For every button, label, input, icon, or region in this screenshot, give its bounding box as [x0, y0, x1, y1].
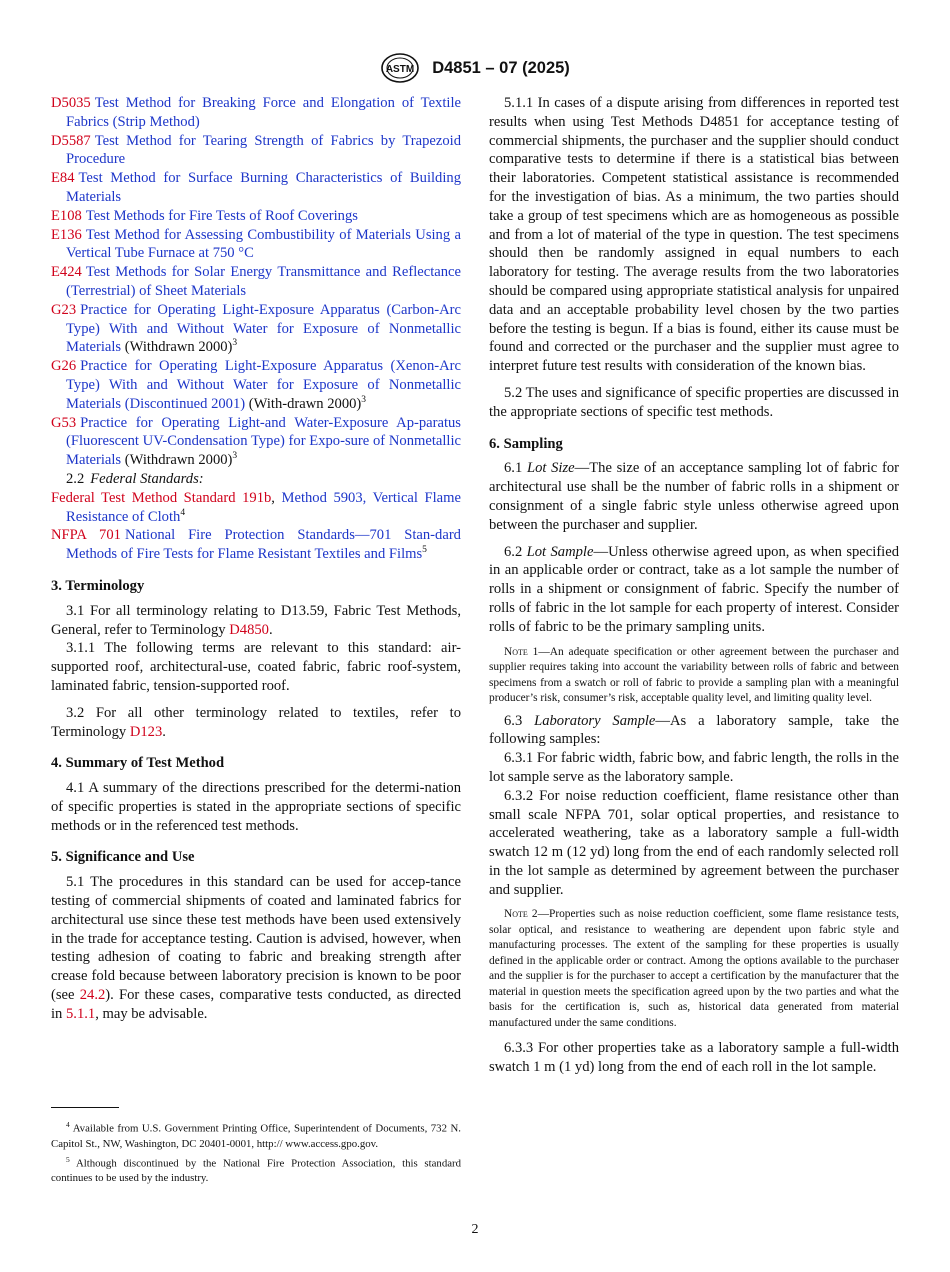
reference-title-link[interactable]: Test Method for Assessing Combustibility of Materials Using a Vertical Tube Furnace at 750 °C [66, 226, 461, 262]
reference-title-link[interactable]: Test Methods for Solar Energy Transmittance and Reflectance (Terrestrial) of Sheet Materials [66, 264, 461, 299]
left-column [51, 94, 461, 1024]
section-24-2-link[interactable]: 24.2 [79, 987, 106, 1004]
footnote-marker: 5 [422, 545, 427, 556]
footnote-divider [51, 1107, 119, 1108]
reference-code-link[interactable]: E424 [51, 264, 82, 281]
section-heading-summary: 4. Summary of Test Method [51, 755, 225, 772]
reference-title-link[interactable]: Test Method for Breaking Force and Elongation of Textile Fabrics (Strip Method) [66, 95, 461, 130]
paragraph-6-1: 6.1 Lot Size—The size of an acceptance sampling lot of fabric for architectural use shall be the number of fabric rolls in a shipment or consignment of a single fabric style unless otherwise agreed upon between the purchaser and supplier. [489, 460, 900, 533]
section-heading-terminology: 3. Terminology [51, 577, 145, 594]
astm-logo-icon [380, 52, 420, 84]
reference-code-link[interactable]: G23 [51, 301, 77, 318]
reference-title-link[interactable]: Test Method for Tearing Strength of Fabrics by Trapezoid Procedure [66, 132, 461, 168]
footnote-5: $^5$ Although discontinued by the National Fire Protection Association, this standard continues to be used by the industry. [51, 1154, 462, 1185]
reference-status: (With-drawn 2000) [245, 395, 362, 412]
note-1: Note 1—An adequate specification or other agreement between the purchaser and supplier requires taking into account the variability between rolls of fabric and between specimens from a swatch or roll of fabric to provide a sampling plan with a meaningful producer’s risk, consumer’s risk, acceptable quality level, and limiting quality level. [489, 645, 899, 705]
paragraph-3-2: 3.2 For all other terminology related to textiles, refer to Terminology D123. [51, 704, 461, 740]
reference-item [51, 414, 461, 470]
reference-title-link[interactable]: Practice for Operating Light-Exposure Apparatus (Xenon-Arc Type) With and Without Water for Exposure of Nonmetallic Materials (Discontinued 2001) [66, 358, 461, 412]
reference-item [51, 169, 461, 207]
reference-title-link[interactable]: Practice for Operating Light-and Water-Exposure Ap-paratus (Fluorescent UV-Condensation Type) for Expo-sure of Nonmetallic Materials [66, 414, 461, 469]
footnote-marker: 3 [361, 394, 367, 405]
paragraph-6-3-1: 6.3.1 For fabric width, fabric bow, and fabric length, the rolls in the lot sample serve as the laboratory sample. [489, 750, 899, 785]
reference-item [51, 207, 461, 226]
reference-title-link[interactable]: Practice for Operating Light-Exposure Apparatus (Carbon-Arc Type) With and Without Water for Exposure of Nonmetallic Materials [66, 301, 461, 356]
reference-item [51, 263, 461, 301]
svg-text:ASTM: ASTM [386, 64, 415, 75]
reference-item [51, 357, 461, 413]
paragraph-6-3-2: 6.3.2 For noise reduction coefficient, flame resistance other than small scale NFPA 701, solar optical properties, and resistance to accelerated weathering, take as a laboratory sample a full-width swatch 12 m (12 yd) long from the end of each randomly selected roll in the lot sample as determined by agreement between the purchaser and supplier. [489, 787, 899, 898]
footnote-4: $^4$ Available from U.S. Government Printing Office, Superintendent of Documents, 732 N. Capitol St., NW, Washington, DC 20401-0001, http:// www.access.gpo.gov. [51, 1120, 461, 1150]
reference-item: Federal Test Method Standard 191b, Method 5903, Vertical Flame Resistance of Cloth$^4$ [51, 489, 461, 525]
reference-code-link[interactable]: E108 [51, 207, 82, 224]
paragraph-6-3-3: 6.3.3 For other properties take as a laboratory sample a full-width swatch 1 m (1 yd) long from the end of each roll in the lot sample. [489, 1040, 899, 1076]
paragraph-6-2: 6.2 Lot Sample—Unless otherwise agreed upon, as when specified in an applicable order or contract, take as a lot sample the number of rolls in a shipment or consignment of fabric. Specify the number of rolls of fabric in the lot sample for each property of interest. Consider rolls of fabric to be the primary sampling units. [489, 543, 900, 635]
d123-link[interactable]: D123 [129, 723, 163, 740]
paragraph-5-2: 5.2 The uses and significance of specific properties are discussed in the appropriate sections of specific test methods. [489, 384, 899, 420]
reference-title-link[interactable]: Method 5903, Vertical Flame Resistance of Cloth [66, 489, 461, 525]
document-designation: D4851 – 07 (2025) [432, 58, 570, 77]
reference-status: (Withdrawn 2000) [121, 339, 233, 356]
reference-title-link[interactable]: Test Methods for Fire Tests of Roof Coverings [85, 207, 358, 224]
reference-item [51, 226, 461, 264]
reference-code-link[interactable]: NFPA 701 [51, 527, 121, 544]
paragraph-5-1: 5.1 The procedures in this standard can be used for accep-tance testing of commercial shipments of coated and laminated fabrics for architectural use since these test methods have been used extensively in the trade for acceptance testing. Caution is advised, however, when testing adhesion of coating to fabric and breaking strength after crease fold because between laboratory precision is known to be poor (see 24.2). For these cases, comparative tests conducted, as directed in 5.1.1, may be advisable. [51, 874, 461, 1022]
reference-item [51, 132, 461, 170]
right-column [489, 94, 899, 1077]
paragraph-5-1-1: 5.1.1 In cases of a dispute arising from differences in reported test results when using Test Methods D4851 for acceptance testing of commercial shipments, the purchaser and the supplier should conduct comparative tests to determine if there is a statistical bias between their laboratories. Competent statistical assistance is recommended for the investigation of bias. As a minimum, the two parties should take a group of test specimens which are as homogeneous as possible and from a lot of material of the type in question. The test specimens should then be randomly assigned in equal numbers to each laboratory for testing. The average results from the two laboratories should be compared using appropriate statistical analysis for unpaired data and an acceptable probability level chosen by the two parties before the testing is begun. If a bias is found, either its cause must be found and corrected or the purchaser and the supplier must agree to interpret future test results with consideration of the known bias. [489, 95, 899, 375]
paragraph-6-3: 6.3 Laboratory Sample—As a laboratory sample, take the following samples: [489, 712, 900, 748]
section-heading-significance: 5. Significance and Use [51, 849, 195, 866]
reference-title-link[interactable]: Test Method for Surface Burning Characteristics of Building Materials [66, 170, 461, 205]
page-header [0, 52, 950, 84]
reference-item [51, 94, 461, 132]
footnote-marker: 3 [232, 451, 238, 462]
section-heading-sampling: 6. Sampling [489, 435, 563, 452]
reference-code-link[interactable]: G53 [51, 414, 77, 431]
footnotes [51, 1117, 461, 1186]
note-2: Note 2—Properties such as noise reduction coefficient, some flame resistance tests, solar optical, and resistance to weathering are dependent upon fabric style and manufacturing processes. The extent of the sampling for these properties is usually defined in the applicable order or contract. Among the options available to the purchaser and the supplier is for the purchaser to accept a certification by the manufacturer that the material in question meets the specification agreed upon by the two parties and what the basis for the certification is, such as, historical data generated from material manufactured under the same conditions. [489, 908, 899, 1029]
federal-standards-heading: 2.2 Federal Standards: [66, 470, 204, 487]
page-number: 2 [471, 1222, 479, 1237]
reference-title-link[interactable]: National Fire Protection Standards—701 Stan-dard Methods of Fire Tests for Flame Resistant Textiles and Films [66, 527, 461, 563]
reference-item [51, 526, 461, 564]
reference-code-link[interactable]: D5587 [51, 132, 91, 149]
referenced-documents-list [51, 94, 461, 564]
footnote-marker: 3 [232, 338, 238, 349]
footnote-marker: 4 [180, 507, 186, 518]
reference-code-link[interactable]: G26 [51, 358, 77, 375]
paragraph-3-1-1: 3.1.1 The following terms are relevant to this standard: air-supported roof, architectural-use, coated fabric, fabric roof-system, laminated fabric, tension-supported roof. [51, 640, 461, 694]
section-5-1-1-link[interactable]: 5.1.1 [66, 1005, 96, 1022]
d4850-link[interactable]: D4850 [229, 621, 269, 638]
paragraph-4-1: 4.1 A summary of the directions prescribed for the determi-nation of specific properties is stated in the appropriate sections of specific methods or in the referenced test methods. [51, 780, 461, 834]
reference-code-link[interactable]: E136 [51, 226, 82, 243]
reference-item [51, 301, 461, 357]
reference-status: (Withdrawn 2000) [121, 452, 233, 469]
reference-code-link[interactable]: D5035 [51, 95, 91, 111]
paragraph-3-1: 3.1 For all terminology relating to D13.59, Fabric Test Methods, General, refer to Terminology D4850. [51, 602, 461, 638]
reference-code-link[interactable]: Federal Test Method Standard 191b [51, 489, 272, 506]
reference-code-link[interactable]: E84 [51, 170, 75, 187]
